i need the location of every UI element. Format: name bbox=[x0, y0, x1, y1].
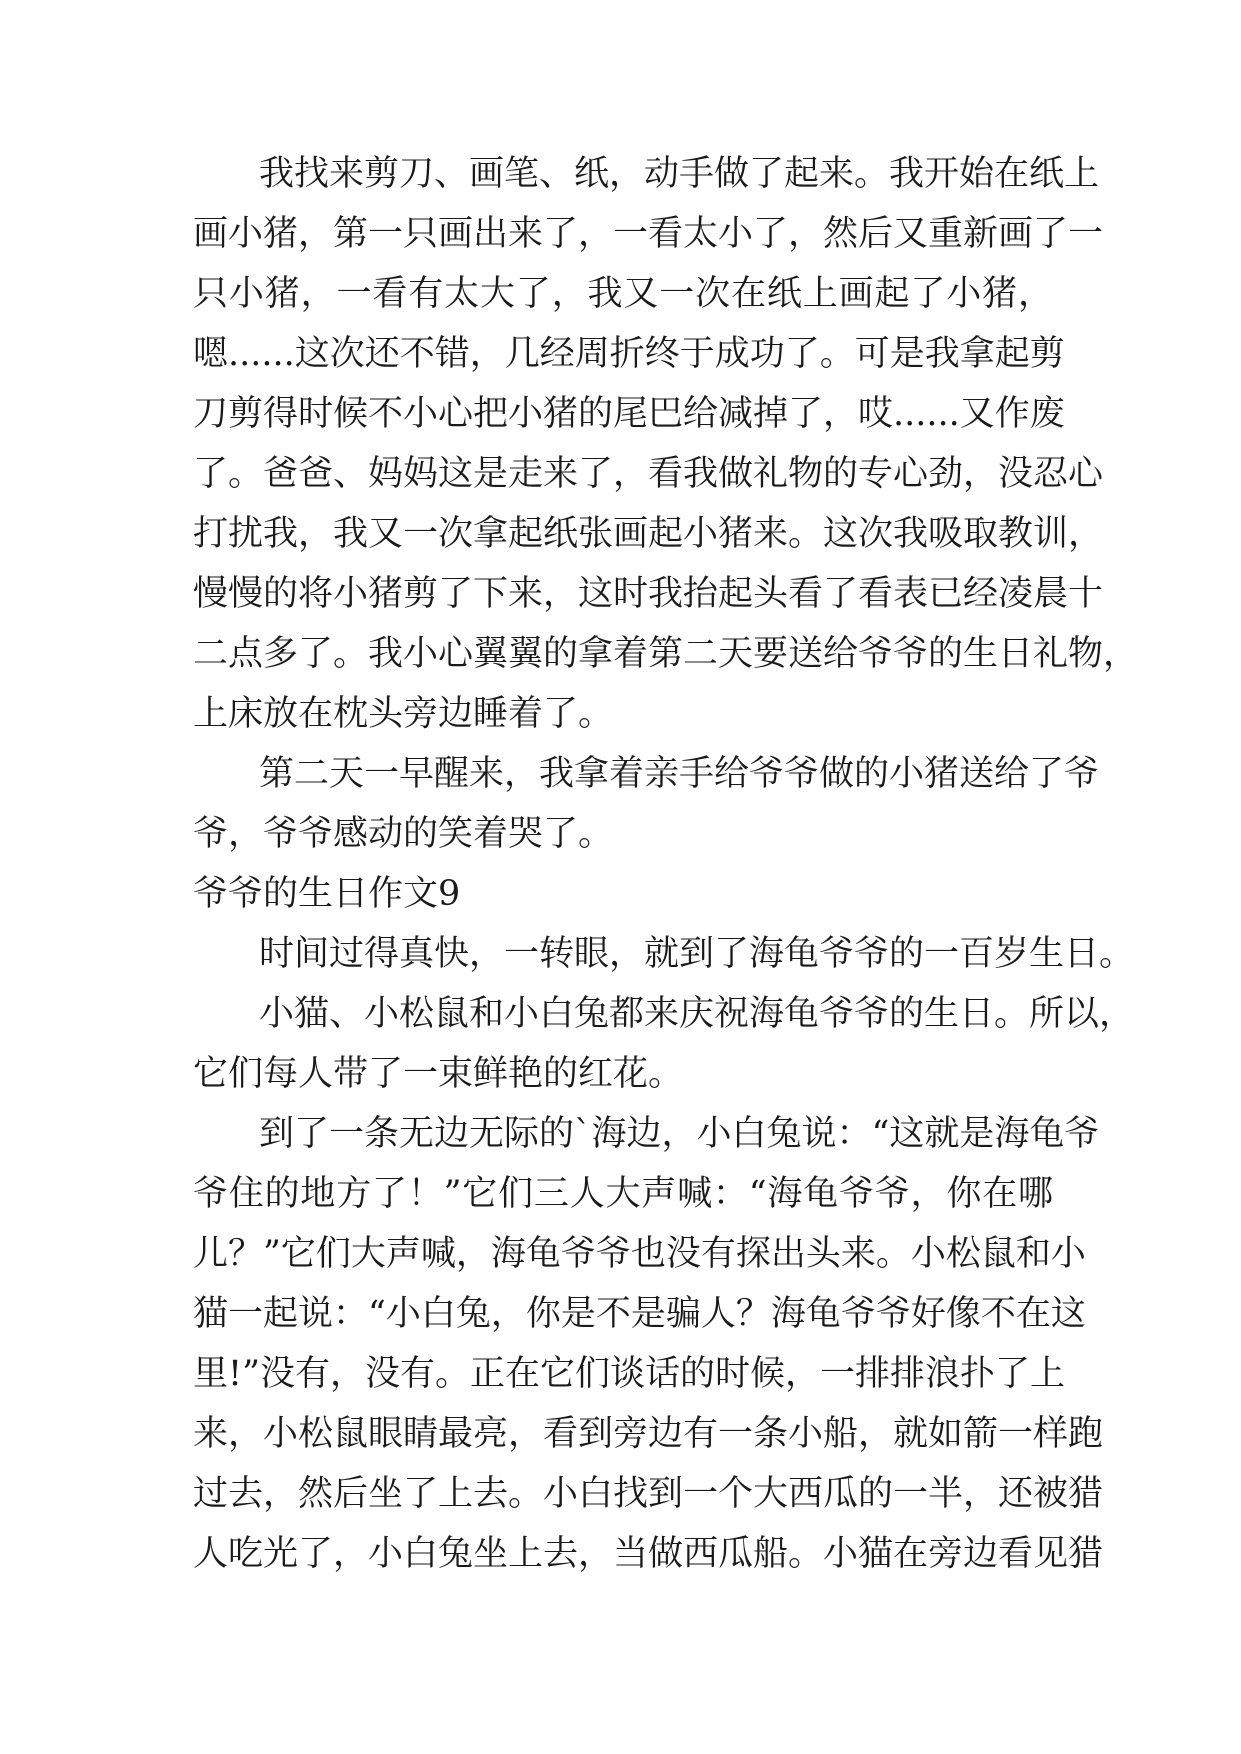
text-line: 过去，然后坐了上去。小白找到一个大西瓜的一半，还被猎 bbox=[193, 1474, 1104, 1514]
text-line: 它们每人带了一束鲜艳的红花。 bbox=[193, 1054, 684, 1094]
text-line: 猫一起说：“小白兔，你是不是骗人？海龟爷爷好像不在这 bbox=[193, 1294, 1086, 1334]
text-line: 上床放在枕头旁边睡着了。 bbox=[193, 694, 614, 734]
text-line: 儿？”它们大声喊，海龟爷爷也没有探出头来。小松鼠和小 bbox=[193, 1234, 1086, 1274]
text-line: 里!”没有，没有。正在它们谈话的时候，一排排浪扑了上 bbox=[193, 1354, 1065, 1394]
text-line: 了。爸爸、妈妈这是走来了，看我做礼物的专心劲，没忍心 bbox=[193, 454, 1104, 494]
text-line: 刀剪得时候不小心把小猪的尾巴给减掉了，哎......又作废 bbox=[193, 394, 1065, 434]
text-line: 嗯......这次还不错，几经周折终于成功了。可是我拿起剪 bbox=[193, 334, 1065, 374]
text-line: 来，小松鼠眼睛最亮，看到旁边有一条小船，就如箭一样跑 bbox=[193, 1414, 1104, 1454]
text-line: 爷，爷爷感动的笑着哭了。 bbox=[193, 814, 614, 854]
essay-text bbox=[193, 152, 1139, 1592]
text-line: 我找来剪刀、画笔、纸，动手做了起来。我开始在纸上 bbox=[259, 154, 1100, 194]
text-line: 第二天一早醒来，我拿着亲手给爷爷做的小猪送给了爷 bbox=[259, 754, 1100, 794]
text-line: 人吃光了，小白兔坐上去，当做西瓜船。小猫在旁边看见猎 bbox=[193, 1534, 1104, 1574]
text-line: 爷住的地方了！”它们三人大声喊：“海龟爷爷，你在哪 bbox=[193, 1174, 1053, 1214]
text-line: 二点多了。我小心翼翼的拿着第二天要送给爷爷的生日礼物， bbox=[193, 634, 1139, 674]
text-line: 打扰我，我又一次拿起纸张画起小猪来。这次我吸取教训， bbox=[193, 514, 1104, 554]
section-heading: 爷爷的生日作文9 bbox=[193, 874, 461, 914]
text-line: 慢慢的将小猪剪了下来，这时我抬起头看了看表已经凌晨十 bbox=[193, 574, 1104, 614]
text-line: 只小猪，一看有太大了，我又一次在纸上画起了小猪， bbox=[193, 274, 1053, 314]
text-line: 小猫、小松鼠和小白兔都来庆祝海龟爷爷的生日。所以， bbox=[259, 994, 1135, 1034]
text-line: 到了一条无边无际的`海边，小白兔说：“这就是海龟爷 bbox=[259, 1114, 1100, 1154]
text-line: 画小猪，第一只画出来了，一看太小了，然后又重新画了一 bbox=[193, 214, 1104, 254]
text-line: 时间过得真快，一转眼，就到了海龟爷爷的一百岁生日。 bbox=[259, 934, 1135, 974]
